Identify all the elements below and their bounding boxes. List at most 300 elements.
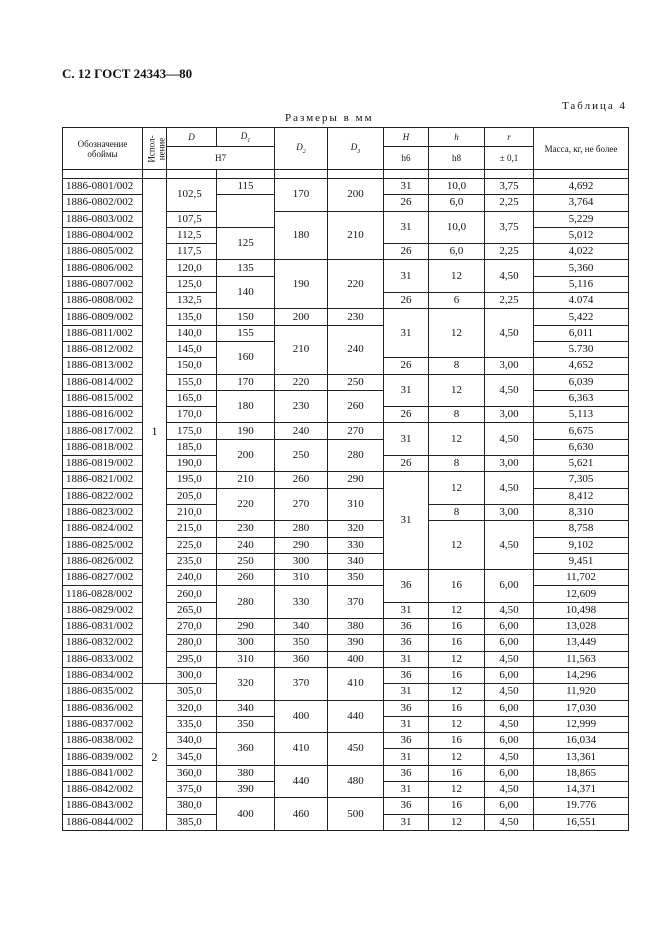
cell-r: 4,50 (485, 521, 534, 570)
table-row (63, 179, 629, 195)
cell-mass: 6,011 (534, 325, 629, 341)
cell-D1: 240 (217, 537, 275, 553)
cell-D3: 220 (328, 260, 384, 309)
cell-h: 16 (429, 733, 485, 749)
tol-h: h8 (429, 147, 485, 170)
cell-D1: 155 (217, 325, 275, 341)
cell-D2: 190 (275, 260, 328, 309)
cell-D1: 290 (217, 619, 275, 635)
cell-D2: 300 (275, 553, 328, 569)
cell-designation: 1886-0831/002 (63, 619, 143, 635)
cell-D1: 180 (217, 390, 275, 423)
cell-designation: 1886-0844/002 (63, 814, 143, 830)
cell-D: 112,5 (167, 227, 217, 243)
cell-D: 215,0 (167, 521, 217, 537)
cell-r: 6,00 (485, 733, 534, 749)
cell-designation: 1886-0823/002 (63, 504, 143, 520)
cell-mass: 14,296 (534, 667, 629, 683)
spacer-cell (534, 170, 629, 179)
cell-D: 295,0 (167, 651, 217, 667)
cell-h: 12 (429, 781, 485, 797)
cell-D1: 220 (217, 488, 275, 521)
cell-usage: 1 (143, 179, 167, 684)
cell-H: 36 (384, 619, 429, 635)
cell-mass: 13,449 (534, 635, 629, 651)
cell-designation: 1886-0807/002 (63, 276, 143, 292)
cell-h: 6,0 (429, 195, 485, 211)
col-usage-text: Испол- нение (146, 134, 167, 163)
cell-designation: 1186-0828/002 (63, 586, 143, 602)
cell-D3: 480 (328, 765, 384, 798)
cell-D: 375,0 (167, 781, 217, 797)
cell-H: 36 (384, 765, 429, 781)
cell-D: 380,0 (167, 798, 217, 814)
cell-mass: 17,030 (534, 700, 629, 716)
cell-h: 16 (429, 700, 485, 716)
cell-D3: 200 (328, 179, 384, 212)
cell-mass: 3,764 (534, 195, 629, 211)
cell-H: 31 (384, 374, 429, 407)
cell-D: 125,0 (167, 276, 217, 292)
cell-D3: 320 (328, 521, 384, 537)
cell-D2: 180 (275, 211, 328, 260)
cell-designation: 1886-0838/002 (63, 733, 143, 749)
cell-H: 31 (384, 423, 429, 456)
cell-mass: 16,034 (534, 733, 629, 749)
cell-mass: 4,692 (534, 179, 629, 195)
cell-r: 3,75 (485, 211, 534, 244)
cell-D: 320,0 (167, 700, 217, 716)
cell-r: 6,00 (485, 619, 534, 635)
cell-h: 16 (429, 619, 485, 635)
cell-designation: 1886-0839/002 (63, 749, 143, 765)
cell-D2: 440 (275, 765, 328, 798)
cell-D: 240,0 (167, 570, 217, 586)
cell-H: 26 (384, 293, 429, 309)
cell-mass: 5,360 (534, 260, 629, 276)
cell-D1: 320 (217, 667, 275, 700)
cell-D1: 260 (217, 570, 275, 586)
cell-D2: 410 (275, 733, 328, 766)
cell-D: 300,0 (167, 667, 217, 683)
spacer-cell (167, 170, 217, 179)
cell-D3: 370 (328, 586, 384, 619)
tol-H: h6 (384, 147, 429, 170)
cell-mass: 11,920 (534, 684, 629, 700)
cell-r: 6,00 (485, 798, 534, 814)
cell-D3: 400 (328, 651, 384, 667)
cell-designation: 1886-0805/002 (63, 244, 143, 260)
cell-D1: 380 (217, 765, 275, 781)
cell-designation: 1886-0841/002 (63, 765, 143, 781)
cell-D: 102,5 (167, 179, 217, 212)
cell-r: 4,50 (485, 814, 534, 830)
cell-designation: 1886-0829/002 (63, 602, 143, 618)
cell-H: 31 (384, 179, 429, 195)
cell-D: 385,0 (167, 814, 217, 830)
cell-D3: 250 (328, 374, 384, 390)
cell-designation: 1886-0824/002 (63, 521, 143, 537)
cell-r: 3,75 (485, 179, 534, 195)
cell-r: 4,50 (485, 651, 534, 667)
dimensions-table (62, 127, 629, 831)
cell-H: 26 (384, 244, 429, 260)
cell-mass: 12,999 (534, 716, 629, 732)
cell-designation: 1886-0809/002 (63, 309, 143, 325)
cell-H: 31 (384, 260, 429, 293)
col-D3: $D_3$ (328, 128, 384, 170)
tol-r: ± 0,1 (485, 147, 534, 170)
cell-H: 36 (384, 798, 429, 814)
cell-H: 36 (384, 570, 429, 603)
cell-D3: 280 (328, 439, 384, 472)
cell-D3: 310 (328, 488, 384, 521)
cell-D2: 310 (275, 570, 328, 586)
cell-D: 170,0 (167, 407, 217, 423)
cell-designation: 1886-0842/002 (63, 781, 143, 797)
cell-D1: 350 (217, 716, 275, 732)
cell-h: 8 (429, 358, 485, 374)
cell-designation: 1886-0832/002 (63, 635, 143, 651)
cell-designation: 1886-0801/002 (63, 179, 143, 195)
cell-r: 3,00 (485, 358, 534, 374)
cell-h: 12 (429, 472, 485, 505)
cell-H: 31 (384, 651, 429, 667)
cell-r: 4,50 (485, 472, 534, 505)
cell-D2: 370 (275, 667, 328, 700)
cell-D3: 410 (328, 667, 384, 700)
cell-D: 305,0 (167, 684, 217, 700)
cell-D2: 220 (275, 374, 328, 390)
cell-D: 132,5 (167, 293, 217, 309)
cell-D2: 260 (275, 472, 328, 488)
cell-h: 12 (429, 309, 485, 358)
cell-D: 265,0 (167, 602, 217, 618)
cell-D: 345,0 (167, 749, 217, 765)
cell-h: 12 (429, 374, 485, 407)
cell-D: 335,0 (167, 716, 217, 732)
col-D1: $D_1$ (217, 128, 275, 147)
cell-D3: 500 (328, 798, 384, 831)
cell-designation: 1886-0821/002 (63, 472, 143, 488)
cell-designation: 1886-0835/002 (63, 684, 143, 700)
cell-usage: 2 (143, 684, 167, 831)
cell-r: 3,00 (485, 456, 534, 472)
cell-r: 4,50 (485, 309, 534, 358)
col-mass: Масса, кг, не более (534, 128, 629, 170)
cell-D1: 210 (217, 472, 275, 488)
cell-r: 4,50 (485, 260, 534, 293)
cell-H: 31 (384, 472, 429, 570)
cell-H: 31 (384, 602, 429, 618)
cell-D: 117,5 (167, 244, 217, 260)
cell-r: 6,00 (485, 570, 534, 603)
cell-h: 12 (429, 814, 485, 830)
cell-mass: 4,652 (534, 358, 629, 374)
cell-r: 4,50 (485, 749, 534, 765)
cell-H: 31 (384, 211, 429, 244)
cell-H: 31 (384, 814, 429, 830)
cell-D3: 240 (328, 325, 384, 374)
spacer-cell (143, 170, 167, 179)
col-H: H (384, 128, 429, 147)
cell-h: 12 (429, 260, 485, 293)
spacer-cell (485, 170, 534, 179)
cell-mass: 19.776 (534, 798, 629, 814)
cell-h: 12 (429, 521, 485, 570)
cell-mass: 8,758 (534, 521, 629, 537)
cell-h: 12 (429, 423, 485, 456)
cell-D: 175,0 (167, 423, 217, 439)
cell-D: 270,0 (167, 619, 217, 635)
cell-D2: 210 (275, 325, 328, 374)
cell-mass: 11,702 (534, 570, 629, 586)
cell-H: 26 (384, 456, 429, 472)
cell-D: 360,0 (167, 765, 217, 781)
spacer-cell (429, 170, 485, 179)
cell-h: 16 (429, 635, 485, 651)
cell-D2: 350 (275, 635, 328, 651)
cell-H: 31 (384, 309, 429, 358)
cell-D3: 270 (328, 423, 384, 439)
cell-D: 210,0 (167, 504, 217, 520)
cell-D1: 115 (217, 179, 275, 195)
table-number: Таблица 4 (561, 100, 627, 112)
cell-D3: 260 (328, 390, 384, 423)
cell-D2: 340 (275, 619, 328, 635)
cell-D1: 360 (217, 733, 275, 766)
page-header: С. 12 ГОСТ 24343—80 (62, 66, 193, 81)
cell-mass: 5.730 (534, 341, 629, 357)
cell-designation: 1886-0833/002 (63, 651, 143, 667)
cell-D: 107,5 (167, 211, 217, 227)
cell-r: 3,00 (485, 407, 534, 423)
spacer-row (63, 170, 629, 179)
cell-mass: 5,422 (534, 309, 629, 325)
cell-D1: 250 (217, 553, 275, 569)
cell-designation: 1886-0811/002 (63, 325, 143, 341)
cell-D: 235,0 (167, 553, 217, 569)
cell-r: 4,50 (485, 716, 534, 732)
cell-designation: 1886-0815/002 (63, 390, 143, 406)
cell-mass: 13,361 (534, 749, 629, 765)
cell-D: 145,0 (167, 341, 217, 357)
cell-D: 205,0 (167, 488, 217, 504)
cell-D1: 135 (217, 260, 275, 276)
cell-designation: 1886-0804/002 (63, 227, 143, 243)
cell-D1: 140 (217, 276, 275, 309)
cell-h: 12 (429, 716, 485, 732)
cell-D3: 210 (328, 211, 384, 260)
spacer-cell (63, 170, 143, 179)
cell-D1: 340 (217, 700, 275, 716)
cell-mass: 13,028 (534, 619, 629, 635)
cell-D3: 390 (328, 635, 384, 651)
cell-D1: 125 (217, 227, 275, 260)
col-r: r (485, 128, 534, 147)
cell-designation: 1886-0819/002 (63, 456, 143, 472)
cell-D1: 200 (217, 439, 275, 472)
cell-D2: 400 (275, 700, 328, 733)
cell-h: 16 (429, 667, 485, 683)
cell-D: 120,0 (167, 260, 217, 276)
cell-designation: 1886-0808/002 (63, 293, 143, 309)
cell-mass: 12,609 (534, 586, 629, 602)
cell-mass: 9,102 (534, 537, 629, 553)
cell-H: 31 (384, 749, 429, 765)
cell-mass: 7,305 (534, 472, 629, 488)
cell-designation: 1886-0816/002 (63, 407, 143, 423)
cell-H: 36 (384, 700, 429, 716)
cell-D1: 280 (217, 586, 275, 619)
cell-D2: 240 (275, 423, 328, 439)
cell-mass: 10,498 (534, 602, 629, 618)
cell-mass: 4,022 (534, 244, 629, 260)
cell-D3: 290 (328, 472, 384, 488)
cell-designation: 1886-0803/002 (63, 211, 143, 227)
cell-D: 280,0 (167, 635, 217, 651)
cell-h: 8 (429, 504, 485, 520)
cell-mass: 18,865 (534, 765, 629, 781)
cell-mass: 6,675 (534, 423, 629, 439)
col-D: D (167, 128, 217, 147)
cell-designation: 1886-0834/002 (63, 667, 143, 683)
cell-H: 31 (384, 684, 429, 700)
cell-D1: 190 (217, 423, 275, 439)
cell-h: 10,0 (429, 179, 485, 195)
cell-h: 12 (429, 602, 485, 618)
cell-h: 6,0 (429, 244, 485, 260)
cell-D3: 380 (328, 619, 384, 635)
cell-D1: 230 (217, 521, 275, 537)
cell-designation: 1886-0822/002 (63, 488, 143, 504)
cell-r: 4,50 (485, 781, 534, 797)
cell-D: 260,0 (167, 586, 217, 602)
cell-D1: 400 (217, 798, 275, 831)
cell-r: 6,00 (485, 700, 534, 716)
cell-designation: 1886-0814/002 (63, 374, 143, 390)
cell-D3: 440 (328, 700, 384, 733)
cell-h: 16 (429, 798, 485, 814)
cell-r: 6,00 (485, 635, 534, 651)
cell-D3: 230 (328, 309, 384, 325)
cell-mass: 5,012 (534, 227, 629, 243)
cell-mass: 16,551 (534, 814, 629, 830)
cell-mass: 11,563 (534, 651, 629, 667)
cell-D1: 300 (217, 635, 275, 651)
cell-h: 8 (429, 407, 485, 423)
cell-designation: 1886-0827/002 (63, 570, 143, 586)
col-usage (143, 128, 167, 170)
cell-D2: 460 (275, 798, 328, 831)
cell-D3: 340 (328, 553, 384, 569)
cell-D1: 310 (217, 651, 275, 667)
cell-D: 340,0 (167, 733, 217, 749)
cell-D2: 330 (275, 586, 328, 619)
cell-D2: 230 (275, 390, 328, 423)
cell-mass: 9,451 (534, 553, 629, 569)
cell-designation: 1886-0812/002 (63, 341, 143, 357)
cell-D: 155,0 (167, 374, 217, 390)
cell-D1: 170 (217, 374, 275, 390)
cell-D: 225,0 (167, 537, 217, 553)
col-designation: Обозначение обоймы (63, 128, 143, 170)
cell-H: 26 (384, 407, 429, 423)
cell-H: 26 (384, 195, 429, 211)
cell-H: 31 (384, 781, 429, 797)
spacer-cell (275, 170, 328, 179)
cell-D2: 290 (275, 537, 328, 553)
cell-H: 36 (384, 635, 429, 651)
col-h: h (429, 128, 485, 147)
cell-mass: 5,113 (534, 407, 629, 423)
cell-D3: 450 (328, 733, 384, 766)
cell-designation: 1886-0843/002 (63, 798, 143, 814)
cell-mass: 8,310 (534, 504, 629, 520)
cell-designation: 1886-0825/002 (63, 537, 143, 553)
cell-r: 4,50 (485, 374, 534, 407)
cell-D: 190,0 (167, 456, 217, 472)
cell-D2: 270 (275, 488, 328, 521)
cell-D1 (217, 195, 275, 228)
cell-D1: 390 (217, 781, 275, 797)
cell-H: 36 (384, 667, 429, 683)
spacer-cell (217, 170, 275, 179)
cell-mass: 8,412 (534, 488, 629, 504)
table-body (63, 170, 629, 831)
cell-designation: 1886-0806/002 (63, 260, 143, 276)
cell-designation: 1886-0836/002 (63, 700, 143, 716)
units-caption: Размеры в мм (285, 112, 374, 124)
cell-D2: 250 (275, 439, 328, 472)
cell-r: 4,50 (485, 684, 534, 700)
cell-mass: 4.074 (534, 293, 629, 309)
cell-r: 2,25 (485, 195, 534, 211)
cell-designation: 1886-0826/002 (63, 553, 143, 569)
cell-r: 4,50 (485, 602, 534, 618)
cell-h: 12 (429, 651, 485, 667)
cell-mass: 6,630 (534, 439, 629, 455)
cell-designation: 1886-0818/002 (63, 439, 143, 455)
col-D2: $D_2$ (275, 128, 328, 170)
cell-D: 195,0 (167, 472, 217, 488)
cell-mass: 5,621 (534, 456, 629, 472)
cell-H: 36 (384, 733, 429, 749)
cell-D1: 150 (217, 309, 275, 325)
cell-H: 26 (384, 358, 429, 374)
cell-mass: 6,363 (534, 390, 629, 406)
tol-D: H7 (167, 147, 275, 170)
cell-mass: 6,039 (534, 374, 629, 390)
cell-h: 16 (429, 765, 485, 781)
cell-D2: 200 (275, 309, 328, 325)
cell-D3: 350 (328, 570, 384, 586)
cell-H: 31 (384, 716, 429, 732)
cell-D: 165,0 (167, 390, 217, 406)
cell-r: 2,25 (485, 293, 534, 309)
spacer-cell (328, 170, 384, 179)
cell-mass: 14,371 (534, 781, 629, 797)
cell-h: 16 (429, 570, 485, 603)
cell-designation: 1886-0837/002 (63, 716, 143, 732)
cell-mass: 5,116 (534, 276, 629, 292)
cell-D: 135,0 (167, 309, 217, 325)
cell-D: 185,0 (167, 439, 217, 455)
cell-mass: 5,229 (534, 211, 629, 227)
cell-D2: 170 (275, 179, 328, 212)
cell-D: 140,0 (167, 325, 217, 341)
cell-h: 10,0 (429, 211, 485, 244)
